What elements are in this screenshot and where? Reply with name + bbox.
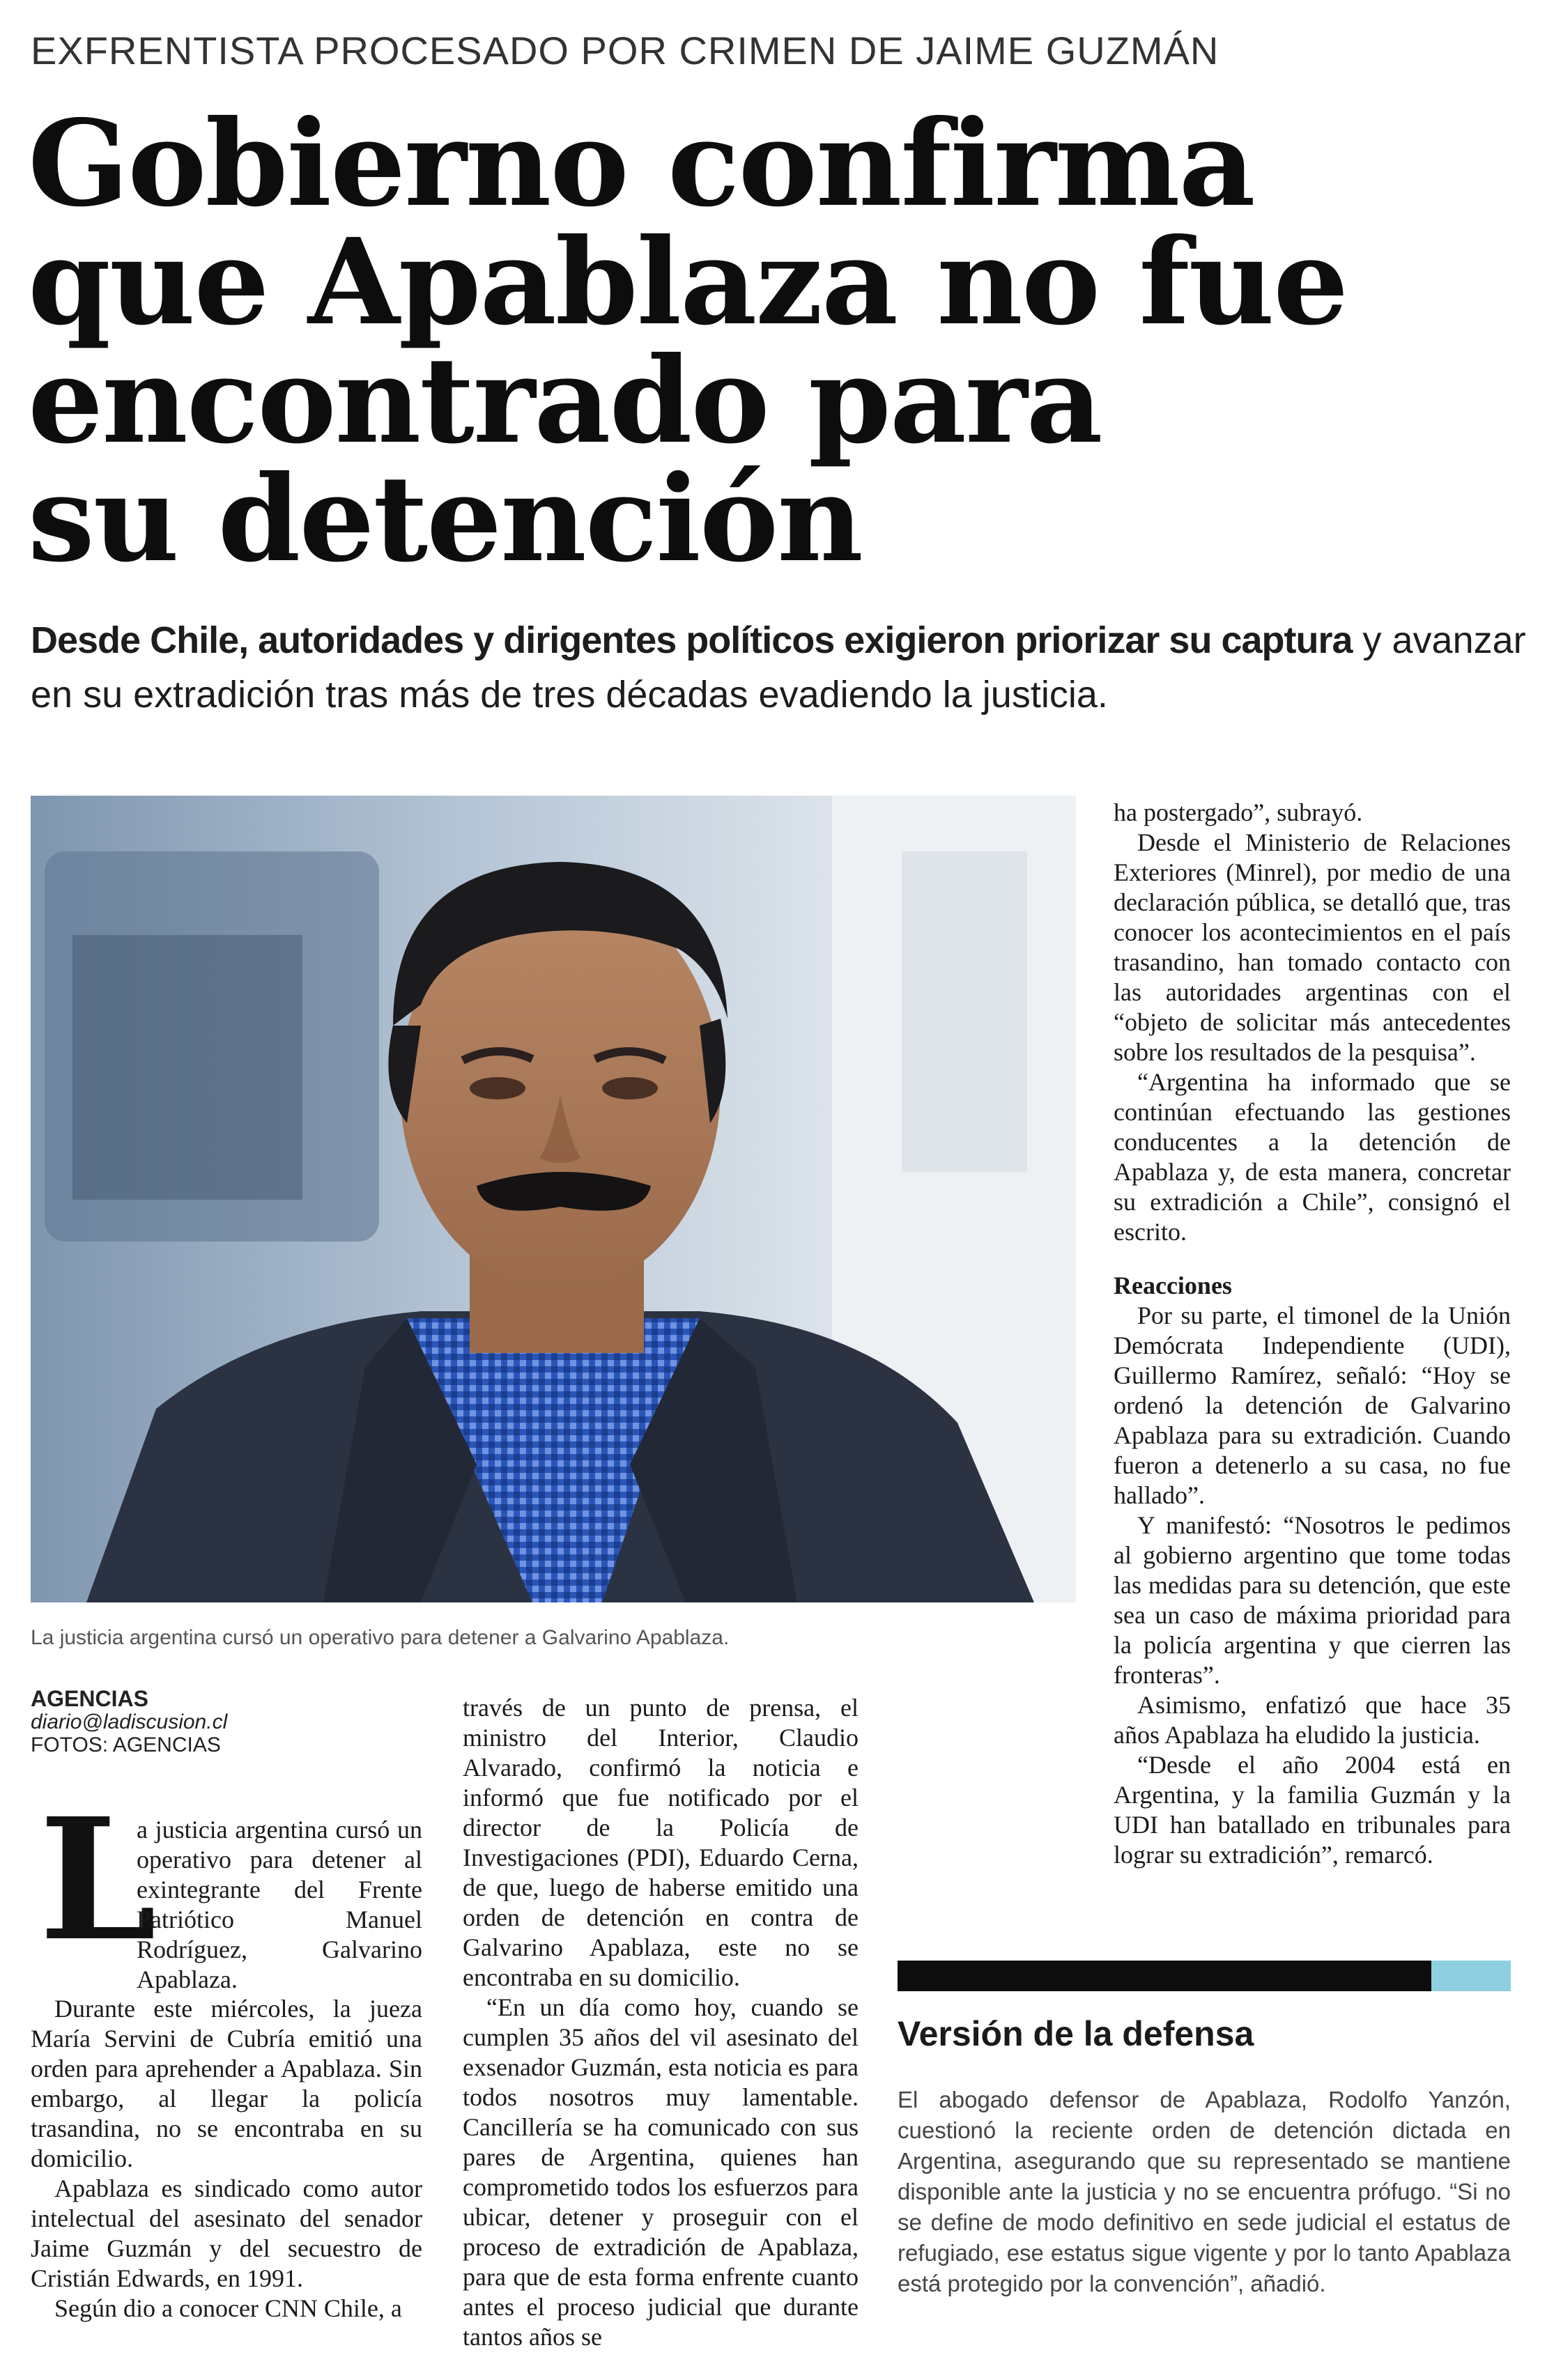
sidebar-body: El abogado defensor de Apablaza, Rodolfo Yanzón, cuestionó la reciente orden de detención dictada en Argentina, asegurando que su representado se mantiene disponible ante la justicia y no se encuentra prófugo. “Si no se define de modo definitivo en sede judicial el estatus de refugiado, ese estatus sigue vigente y por lo tanto Apablaza está protegido por la convención”, añadió.	[898, 2087, 1511, 2296]
column-3	[1114, 798, 1511, 1870]
paragraph-8: “Argentina ha informado que se continúan efectuando las gestiones conducentes a la detención de Apablaza y, de esta manera, concretar su extradición a Chile”, consignó el escrito.	[1114, 1068, 1511, 1246]
deck-rest: y avanzar en su extradición tras más de tres décadas evadiendo la justicia.	[31, 619, 1526, 716]
column-2	[463, 1693, 859, 2352]
paragraph-3: Según dio a conocer CNN Chile, a	[54, 2294, 402, 2322]
photo-caption: La justicia argentina cursó un operativo para detener a Galvarino Apablaza.	[31, 1626, 730, 1649]
paragraph-6: ha postergado”, subrayó.	[1114, 798, 1363, 826]
lead-paragraph	[137, 1815, 422, 1995]
byline-agency: AGENCIAS	[31, 1686, 148, 1711]
deck-bold: Desde Chile, autoridades y dirigentes políticos exigieron priorizar su captura	[31, 619, 1353, 661]
headline-line-1: Gobierno confirma	[28, 94, 1254, 233]
sidebar-rule-blue	[1431, 1961, 1511, 1991]
paragraph-5: “En un día como hoy, cuando se cumplen 35 años del vil asesinato del exsenador Guzmán, esta noticia es para todos nosotros muy lamentable. Cancillería se ha comunicado con sus pares de Argentina, quienes han comprometido todos los esfuerzos para ubicar, detener y proseguir con el proceso de extradición de Apablaza, para que de esta forma enfrente cuanto antes el proceso judicial que durante tantos años se	[463, 1993, 859, 2351]
portrait-illustration	[31, 796, 1076, 1602]
headline-line-2: que Apablaza no fue	[28, 212, 1348, 352]
paragraph-1: Durante este miércoles, la jueza María Servini de Cubría emitió una orden para aprehender a Apablaza. Sin embargo, al llegar la policía trasandina, no se encontraba en su domicilio.	[31, 1995, 422, 2172]
paragraph-2: Apablaza es sindicado como autor intelectual del asesinato del senador Jaime Guzmán y del secuestro de Cristián Edwards, en 1991.	[31, 2174, 422, 2292]
headline-line-3: encontrado para	[28, 331, 1102, 470]
headline	[28, 94, 1352, 589]
headline-line-4: su detención	[28, 449, 862, 589]
sidebar-title: Versión de la defensa	[898, 2014, 1254, 2053]
byline	[31, 1687, 227, 1756]
column-1	[31, 1994, 422, 2324]
paragraph-11: Asimismo, enfatizó que hace 35 años Apablaza ha eludido la justicia.	[1114, 1691, 1511, 1749]
paragraph-7: Desde el Ministerio de Relaciones Exteriores (Minrel), por medio de una declaración pública, se detalló que, tras conocer los acontecimientos en el país trasandino, han tomado contacto con las autoridades argentinas con el “objeto de solicitar más antecedentes sobre los resultados de la pesquisa”.	[1114, 828, 1511, 1066]
sidebar-rule-black	[898, 1961, 1431, 1991]
deck	[31, 613, 1529, 722]
lead-text: a justicia argentina cursó un operativo para detener al exintegrante del Frente Patriótico Manuel Rodríguez, Galvarino Apablaza.	[137, 1816, 422, 1993]
paragraph-12: “Desde el año 2004 está en Argentina, y la familia Guzmán y la UDI han batallado en tribunales para lograr su extradición”, remarcó.	[1114, 1751, 1511, 1869]
article-photo	[31, 796, 1076, 1602]
drop-cap: L	[39, 1782, 157, 1978]
paragraph-10: Y manifestó: “Nosotros le pedimos al gobierno argentino que tome todas las medidas para su detención, que este sea un caso de máxima prioridad para la policía argentina y que cierren las fronteras”.	[1114, 1511, 1511, 1689]
paragraph-9: Por su parte, el timonel de la Unión Demócrata Independiente (UDI), Guillermo Ramírez, señaló: “Hoy se ordenó la detención de Galvarino Apablaza para su extradición. Cuando fueron a detenerlo a su casa, no fue hallado”.	[1114, 1301, 1511, 1509]
byline-email: diario@ladiscusion.cl	[31, 1710, 228, 1733]
section-kicker: EXFRENTISTA PROCESADO POR CRIMEN DE JAIME GUZMÁN	[31, 29, 1219, 72]
paragraph-4: través de un punto de prensa, el ministro del Interior, Claudio Alvarado, confirmó la noticia e informó que fue notificado por el director de la Policía de Investigaciones (PDI), Eduardo Cerna, de que, luego de haberse emitido una orden de detención en contra de Galvarino Apablaza, este no se encontraba en su domicilio.	[463, 1694, 859, 1991]
subhead-reacciones: Reacciones	[1114, 1272, 1232, 1299]
byline-photos: FOTOS: AGENCIAS	[31, 1733, 221, 1756]
